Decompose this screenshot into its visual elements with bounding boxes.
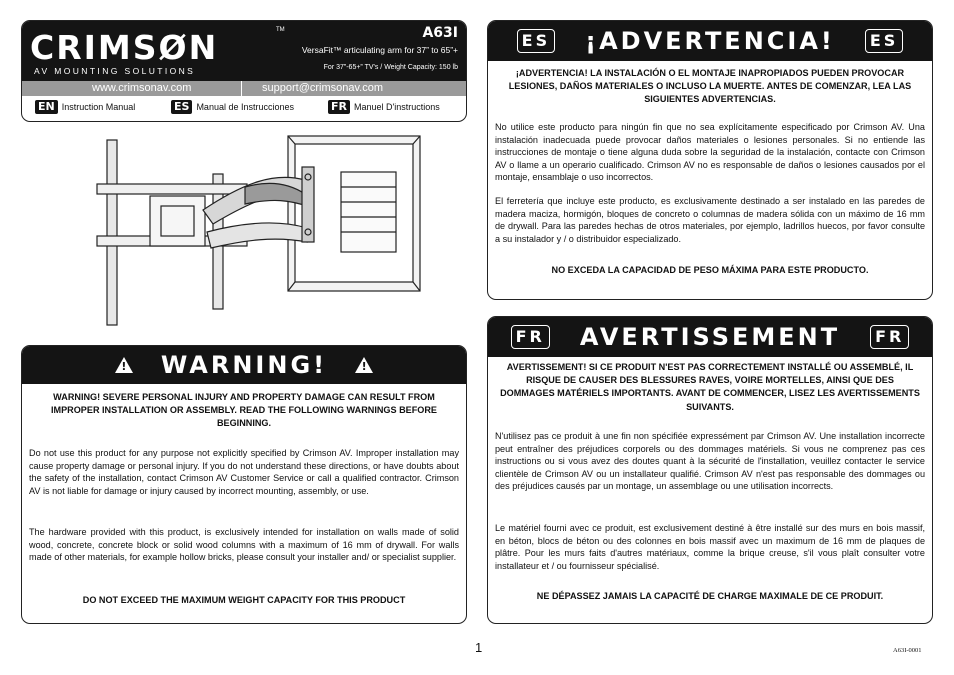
warning-paragraph-2-fr: Le matériel fourni avec ce produit, est exclusivement destiné à être installé sur des murs en bois massif, en béton, blocs de béton ou des colonnes en bois massif avec un maximum de 16 mm de plaques de plâtre. Pour les murs faits d'autres matériaux, comme la brique creuse, s'il vous plaît consulter votre installateur et / ou fournisseur spécialisé. <box>495 523 925 571</box>
brand-tagline: AV MOUNTING SOLUTIONS <box>34 66 196 76</box>
contact-bar <box>22 81 466 96</box>
website-link[interactable]: www.crimsonav.com <box>92 82 192 94</box>
centre-plate <box>150 196 205 246</box>
warning-paragraph-1-es: No utilice este producto para ningún fin que no sea explícitamente especificado por Crimson AV. Una instalación inadecuada puede provocar daños materiales o lesiones personales. Si no entiende las instrucciones de montaje o tiene alguna duda sobre la seguridad de la instalación, contacte con Crimson AV o llame a un operario cualificado. Crimson AV no es responsable de daños o lesiones causados por el montaje, ensamblaje o uso incorrectos. <box>495 122 925 183</box>
warning-title-es: ¡ADVERTENCIA! <box>585 27 835 55</box>
trademark: TM <box>276 27 285 33</box>
warning-footer-es: NO EXCEDA LA CAPACIDAD DE PESO MÁXIMA PARA ESTE PRODUCTO. <box>551 265 869 275</box>
warning-lead-es: ¡ADVERTENCIA! LA INSTALACIÓN O EL MONTAJE INAPROPIADOS PUEDEN PROVOCAR LESIONES, DAÑOS MATERIALES O INCLUSO LA MUERTE. ANTES DE COMENZAR, LEA LAS SIGUIENTES ADVERTENCIAS. <box>508 68 912 105</box>
wall-bracket <box>302 167 314 242</box>
header-panel <box>21 20 467 122</box>
language-es <box>170 99 294 115</box>
lang-badge-es: ES <box>865 29 903 53</box>
warning-paragraph-2-es: El ferretería que incluye este producto, es exclusivamente destinado a ser instalado en las paredes de madera maciza, hormigón, bloques de concreto o columnas de madera sólida con un máximo de 16 mm de drywall. Para las paredes hechas de otros materiales, por ejemplo, ladrillos huecos, por favor consulte a su instalador y / o distribuidor especializado. <box>495 196 925 244</box>
lang-badge-fr: FR <box>870 325 909 349</box>
language-en <box>34 99 135 115</box>
warning-title-bar-fr <box>488 317 932 357</box>
warning-lead-en: WARNING! SEVERE PERSONAL INJURY AND PROPERTY DAMAGE CAN RESULT FROM IMPROPER INSTALLATION OR ASSEMBLY. READ THE FOLLOWING WARNINGS BEFORE BEGINNING. <box>51 392 437 429</box>
warning-paragraph-1-fr: N'utilisez pas ce produit à une fin non spécifiée expressément par Crimson AV. Une installation incorrecte peut entraîner des préjudices corporels ou des dommages matériels. Si vous ne comprenez pas ces instructions ou si vous avez des doutes quant à la sécurité de l'installation, veuillez contacter le service clientèle de Crimson AV ou un installateur qualifié. Crimson AV n'est pas responsable des dommages ou des préjudices causés par un montage, un assemblage ou une utilisation incorrects. <box>495 431 925 492</box>
warning-lead-fr: AVERTISSEMENT! SI CE PRODUIT N'EST PAS CORRECTEMENT INSTALLÉ OU ASSEMBLÉ, IL RISQUE DE CAUSER DES BLESSURES RAVES, VOIRE MORTELLES, AINSI QUE DES DOMMAGES MATÉRIELS IMPORTANTS. AVANT DE COMMENCER, LISEZ LES AVERTISSEMENTS SUIVANTS. <box>500 362 920 412</box>
warning-title-bar-en <box>22 346 466 384</box>
warning-footer-en: DO NOT EXCEED THE MAXIMUM WEIGHT CAPACITY FOR THIS PRODUCT <box>82 595 406 605</box>
warning-paragraph-1-en: Do not use this product for any purpose not explicitly specified by Crimson AV. Improper installation may cause property damage or personal injury. If you do not understand these directions, or have doubts about the safety of the installation, contact Crimson AV Customer Service or call a qualified contractor. Crimson AV is not liable for damage or injury caused by incorrect mounting, assembly, or use. <box>29 448 459 496</box>
lang-label-fr: Manuel D'instructions <box>353 102 440 112</box>
lang-label-en: Instruction Manual <box>61 102 136 112</box>
warning-triangle-icon <box>115 357 133 373</box>
warning-triangle-icon <box>355 357 373 373</box>
warning-title-bar-es <box>488 21 932 61</box>
lang-code-fr: FR <box>327 99 351 115</box>
model-number: A63I <box>422 25 458 41</box>
warning-title-en: WARNING! <box>160 351 328 379</box>
top-rail <box>97 184 247 194</box>
contact-divider <box>241 81 242 96</box>
support-email[interactable]: support@crimsonav.com <box>262 82 383 94</box>
brand-bar <box>22 21 466 81</box>
warning-panel-en <box>21 345 467 624</box>
warning-paragraph-2-en: The hardware provided with this product, is exclusively intended for installation on walls made of solid wood, concrete, concrete block or solid wood columns with a maximum of 16 mm of drywall. For walls made of other materials, for example hollow bricks, please consult your installer and/ or specialist supplier. <box>29 527 459 563</box>
warning-title-fr: AVERTISSEMENT <box>579 323 841 351</box>
warning-panel-fr <box>487 316 933 624</box>
lang-badge-es: ES <box>517 29 555 53</box>
lang-badge-fr: FR <box>511 325 550 349</box>
page-number: 1 <box>475 640 483 655</box>
warning-footer-fr: NE DÉPASSEZ JAMAIS LA CAPACITÉ DE CHARGE MAXIMALE DE CE PRODUIT. <box>536 591 884 601</box>
lang-code-es: ES <box>170 99 193 115</box>
language-fr <box>327 99 440 115</box>
lang-label-es: Manual de Instrucciones <box>196 102 294 112</box>
brand-logo: CRIMSØN <box>30 28 219 67</box>
lang-code-en: EN <box>34 99 59 115</box>
left-upright <box>107 140 117 325</box>
product-line: VersaFit™ articulating arm for 37” to 65”+ <box>301 45 458 55</box>
warning-panel-es <box>487 20 933 300</box>
product-spec: For 37”-65+” TV's / Weight Capacity: 150 lb <box>323 64 458 71</box>
document-id: A63I-0001 <box>893 647 922 654</box>
product-illustration <box>95 132 425 327</box>
